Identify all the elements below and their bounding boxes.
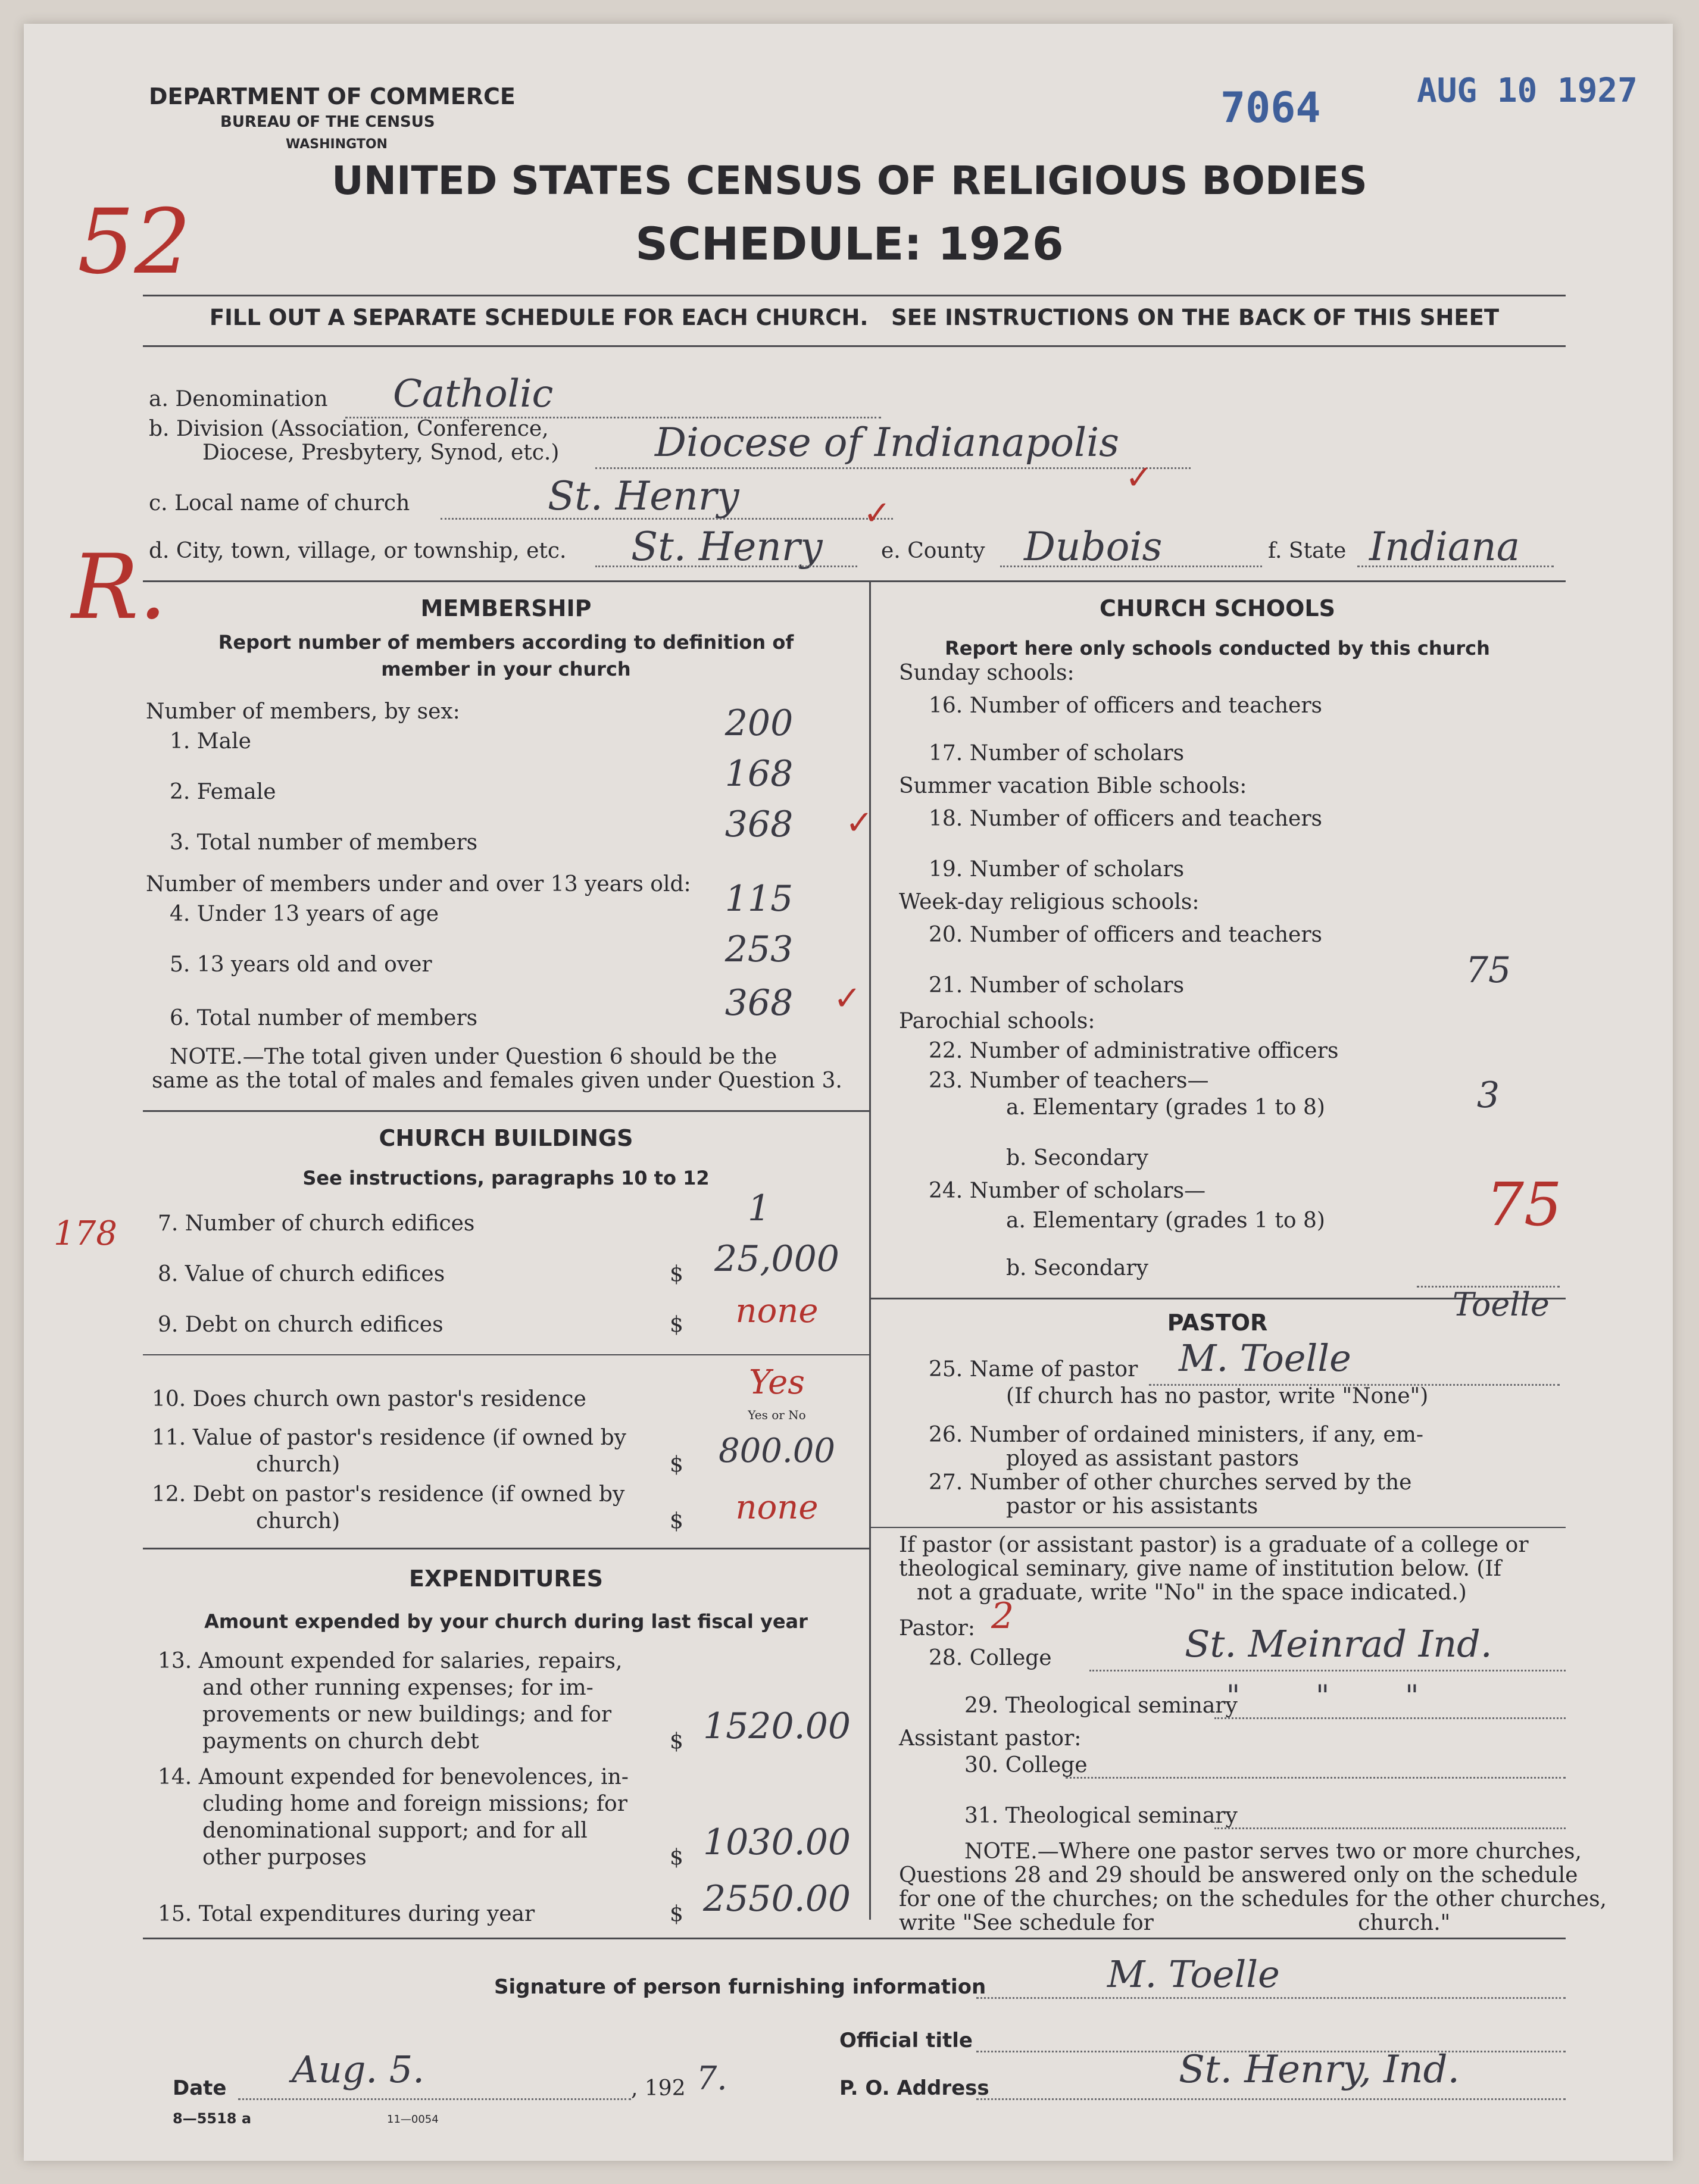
q12-label-1: 12. Debt on pastor's residence (if owned by [152, 1482, 625, 1507]
schools-sub: Report here only schools conducted by this church [945, 637, 1490, 660]
assistant-pastor-label: Assistant pastor: [899, 1726, 1082, 1751]
po-address-value: St. Henry, Ind. [1179, 2048, 1460, 2092]
q9-value: none [735, 1292, 819, 1330]
q30-label: 30. College [964, 1753, 1088, 1777]
q10-value: Yes [749, 1363, 805, 1402]
q31-label: 31. Theological seminary [964, 1804, 1238, 1828]
form-title: UNITED STATES CENSUS OF RELIGIOUS BODIES [332, 158, 1367, 204]
year-prefix: , 192 [631, 2076, 686, 2101]
q7-value: 1 [747, 1188, 771, 1229]
q7-label: 7. Number of church edifices [158, 1211, 475, 1236]
q7-red-annotation: 178 [54, 1214, 117, 1253]
members-by-sex-label: Number of members, by sex: [146, 699, 460, 724]
bureau-heading: BUREAU OF THE CENSUS [220, 113, 435, 131]
q19-label: 19. Number of scholars [929, 857, 1185, 882]
q13-label-2: and other running expenses; for im- [202, 1676, 594, 1700]
sunday-schools-label: Sunday schools: [899, 661, 1075, 685]
church-name-value: St. Henry [548, 473, 739, 519]
q22-label: 22. Number of administrative officers [929, 1039, 1339, 1063]
year-value: 7. [697, 2060, 727, 2097]
q5-value: 253 [724, 929, 794, 970]
pastor-note-3: for one of the churches; on the schedules for the other churches, [899, 1887, 1607, 1911]
graduate-note-3: not a graduate, write "No" in the space indicated.) [917, 1580, 1467, 1605]
expenditures-heading: EXPENDITURES [409, 1566, 603, 1592]
q11-label-2: church) [256, 1452, 341, 1477]
pastor-note-4: write "See schedule for church." [899, 1911, 1451, 1935]
q18-label: 18. Number of officers and teachers [929, 807, 1323, 831]
denomination-value: Catholic [393, 372, 554, 416]
q3-label: 3. Total number of members [170, 830, 478, 855]
q14-label-3: denominational support; and for all [202, 1819, 588, 1843]
q9-label: 9. Debt on church edifices [158, 1313, 444, 1337]
buildings-sub: See instructions, paragraphs 10 to 12 [302, 1167, 710, 1189]
q24b-label: b. Secondary [1006, 1256, 1148, 1280]
q17-label: 17. Number of scholars [929, 741, 1185, 766]
county-value: Dubois [1024, 524, 1163, 570]
q15-label: 15. Total expenditures during year [158, 1902, 535, 1926]
q11-label-1: 11. Value of pastor's residence (if owned by [152, 1426, 627, 1450]
q12-label-2: church) [256, 1509, 341, 1533]
q24a-value: 75 [1486, 1170, 1562, 1239]
stamp-number: 7064 [1220, 83, 1321, 132]
pastor-heading: PASTOR [1167, 1310, 1268, 1336]
city-value: St. Henry [631, 524, 823, 570]
city-heading: WASHINGTON [286, 137, 388, 152]
q11-value: 800.00 [719, 1432, 835, 1470]
members-by-age-label: Number of members under and over 13 years old: [146, 872, 691, 896]
denomination-label: a. Denomination [149, 387, 328, 411]
q26-label-1: 26. Number of ordained ministers, if any, em- [929, 1423, 1423, 1447]
q14-label-1: 14. Amount expended for benevolences, in- [158, 1765, 629, 1789]
q1-value: 200 [724, 702, 794, 744]
membership-heading: MEMBERSHIP [420, 595, 592, 621]
q3-value: 368 [724, 804, 794, 845]
q1-label: 1. Male [170, 729, 251, 754]
q21-label: 21. Number of scholars [929, 973, 1185, 998]
q13-value: 1520.00 [702, 1705, 851, 1747]
schedule-title: SCHEDULE: 1926 [635, 217, 1064, 270]
red-number-annotation: 52 [77, 190, 191, 294]
q23a-value: 3 [1476, 1074, 1500, 1116]
q10-options: Yes or No [748, 1408, 806, 1422]
instruction-line: FILL OUT A SEPARATE SCHEDULE FOR EACH CHURCH. SEE INSTRUCTIONS ON THE BACK OF THIS SHEET [209, 305, 1500, 330]
q23b-label: b. Secondary [1006, 1146, 1148, 1170]
q28-value: St. Meinrad Ind. [1185, 1622, 1492, 1666]
state-value: Indiana [1369, 524, 1520, 570]
q14-value: 1030.00 [702, 1821, 851, 1863]
pastor-red-annotation: 2 [991, 1595, 1014, 1637]
q20-label: 20. Number of officers and teachers [929, 923, 1323, 947]
form-number: 8—5518 a [173, 2110, 252, 2127]
division-label-2: Diocese, Presbytery, Synod, etc.) [202, 440, 560, 465]
membership-sub-1: Report number of members according to definition of [218, 631, 794, 654]
q13-label-3: provements or new buildings; and for [202, 1702, 612, 1727]
date-label: Date [173, 2076, 227, 2100]
q27-label-1: 27. Number of other churches served by the [929, 1470, 1412, 1495]
q25-label: 25. Name of pastor [929, 1357, 1138, 1382]
q25-sub: (If church has no pastor, write "None") [1006, 1384, 1429, 1408]
q4-label: 4. Under 13 years of age [170, 902, 439, 926]
q21-value: 75 [1465, 949, 1511, 991]
q15-value: 2550.00 [702, 1878, 851, 1920]
signature-value: M. Toelle [1107, 1952, 1280, 1996]
q8-label: 8. Value of church edifices [158, 1262, 445, 1286]
q8-value: 25,000 [714, 1238, 839, 1280]
date-value: Aug. 5. [292, 2048, 424, 2091]
q2-value: 168 [724, 753, 794, 795]
q24-label: 24. Number of scholars— [929, 1179, 1206, 1203]
q5-label: 5. 13 years old and over [170, 952, 432, 977]
division-label-1: b. Division (Association, Conference, [149, 417, 549, 441]
city-label: d. City, town, village, or township, etc. [149, 539, 567, 563]
county-label: e. County [881, 539, 985, 563]
q23-label: 23. Number of teachers— [929, 1068, 1209, 1093]
pastor-note-2: Questions 28 and 29 should be answered only on the schedule [899, 1863, 1578, 1888]
print-number: 11—0054 [387, 2113, 439, 2126]
membership-sub-2: member in your church [381, 658, 631, 680]
q23a-label: a. Elementary (grades 1 to 8) [1006, 1095, 1325, 1120]
po-address-label: P. O. Address [839, 2076, 989, 2100]
schools-heading: CHURCH SCHOOLS [1100, 595, 1335, 621]
division-value: Diocese of Indianapolis [655, 420, 1120, 465]
pastor-sub-label: Pastor: [899, 1616, 976, 1641]
q12-value: none [735, 1488, 819, 1527]
q26-label-2: ployed as assistant pastors [1006, 1446, 1299, 1471]
q14-label-4: other purposes [202, 1845, 367, 1870]
q6-label: 6. Total number of members [170, 1006, 478, 1030]
state-label: f. State [1268, 539, 1347, 563]
church-name-label: c. Local name of church [149, 491, 410, 515]
q29-label: 29. Theological seminary [964, 1694, 1238, 1718]
buildings-heading: CHURCH BUILDINGS [379, 1125, 633, 1151]
pastor-note-1: NOTE.—Where one pastor serves two or more churches, [964, 1839, 1582, 1864]
q25-value: M. Toelle [1179, 1336, 1351, 1380]
q27-label-2: pastor or his assistants [1006, 1494, 1258, 1519]
red-letter-annotation: R. [71, 536, 167, 639]
q13-label-1: 13. Amount expended for salaries, repairs, [158, 1649, 623, 1673]
pastor-name-note: Toelle [1453, 1286, 1550, 1323]
weekday-schools-label: Week-day religious schools: [899, 890, 1200, 914]
expenditures-sub: Amount expended by your church during last fiscal year [204, 1610, 808, 1633]
q16-label: 16. Number of officers and teachers [929, 693, 1323, 718]
graduate-note-2: theological seminary, give name of institution below. (If [899, 1557, 1501, 1581]
q10-label: 10. Does church own pastor's residence [152, 1387, 586, 1411]
membership-note-2: same as the total of males and females given under Question 3. [152, 1068, 842, 1093]
q29-value: " " " [1226, 1679, 1419, 1713]
dept-heading: DEPARTMENT OF COMMERCE [149, 83, 516, 110]
q2-label: 2. Female [170, 780, 276, 804]
q14-label-2: cluding home and foreign missions; for [202, 1792, 627, 1816]
parochial-schools-label: Parochial schools: [899, 1009, 1095, 1033]
signature-label: Signature of person furnishing information [494, 1975, 986, 1999]
received-date-stamp: AUG 10 1927 [1417, 71, 1638, 110]
q6-value: 368 [724, 982, 794, 1024]
q4-value: 115 [724, 878, 794, 920]
q28-label: 28. College [929, 1646, 1052, 1670]
graduate-note-1: If pastor (or assistant pastor) is a graduate of a college or [899, 1533, 1529, 1557]
summer-schools-label: Summer vacation Bible schools: [899, 774, 1247, 798]
q24a-label: a. Elementary (grades 1 to 8) [1006, 1208, 1325, 1233]
membership-note-1: NOTE.—The total given under Question 6 should be the [170, 1045, 777, 1069]
official-title-label: Official title [839, 2029, 973, 2052]
q13-label-4: payments on church debt [202, 1729, 479, 1754]
